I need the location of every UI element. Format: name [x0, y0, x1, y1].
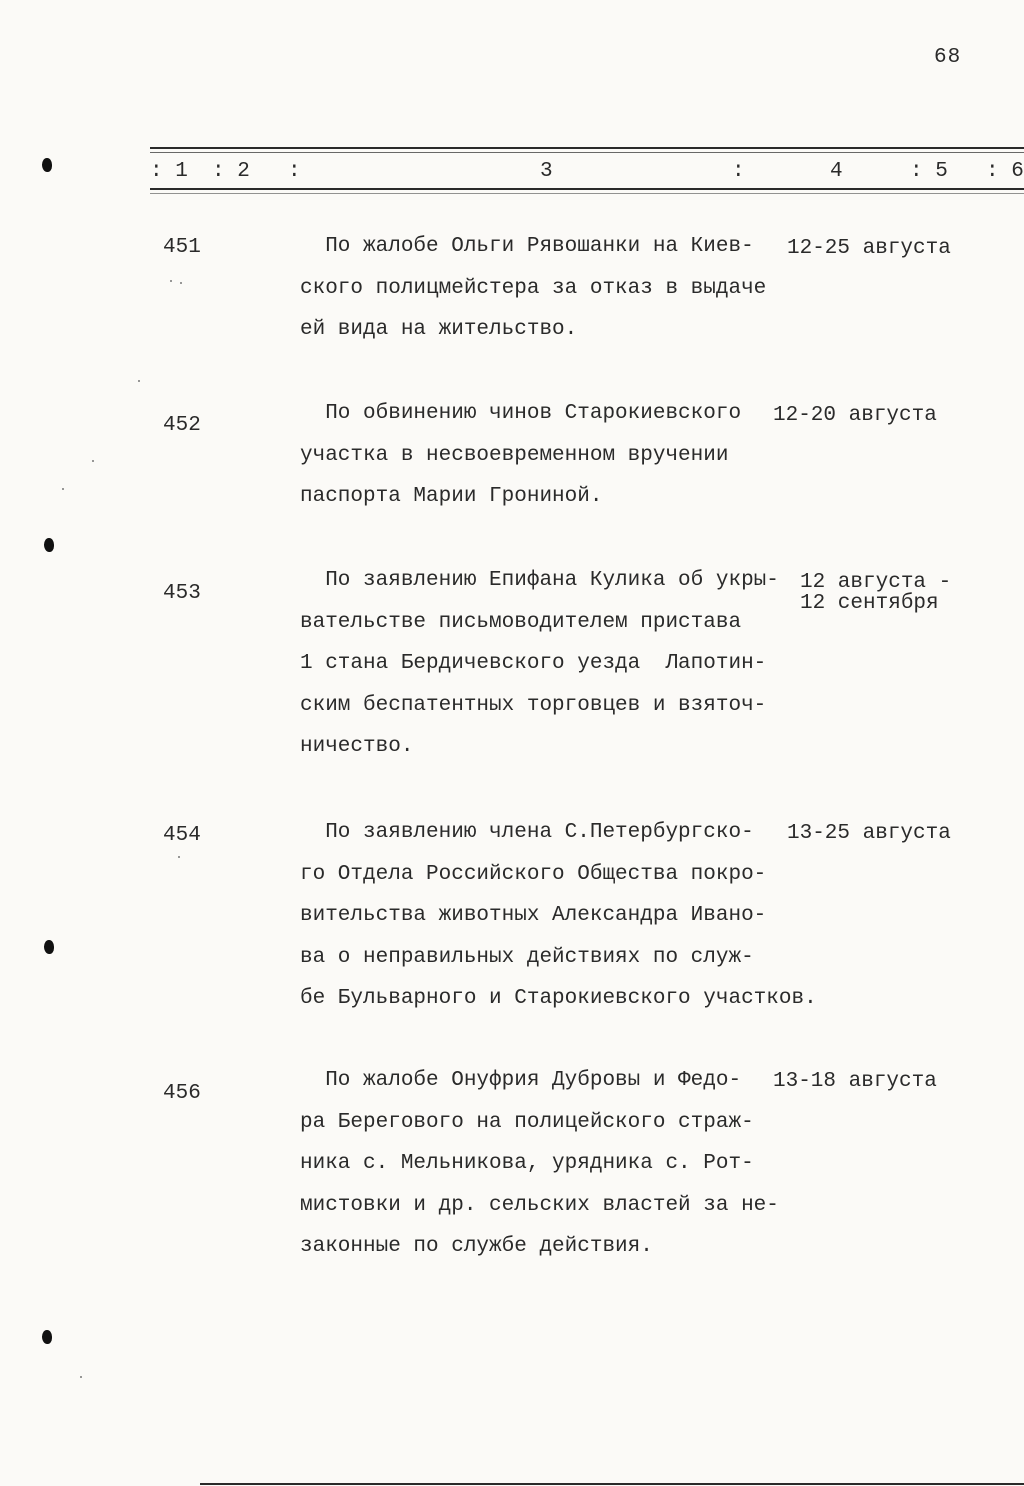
entry-date: [787, 238, 951, 259]
speck: [178, 856, 180, 858]
text-line: ра Берегового на полицейского страж-: [300, 1110, 754, 1134]
header-rule-bottom: [150, 188, 1024, 190]
column-header-6: : 6: [986, 160, 1024, 183]
date-line: 12 августа -: [800, 571, 952, 594]
header-rule-top: [150, 147, 1024, 149]
text-line: го Отдела Российского Общества покро-: [300, 862, 767, 886]
text-line: По обвинению чинов Старокиевского: [300, 402, 742, 425]
text-line: вительства животных Александра Ивано-: [300, 904, 767, 927]
text-line: По жалобе Онуфрия Дубровы и Федо-: [300, 1069, 742, 1092]
date-line: 13-18 августа: [773, 1070, 937, 1093]
text-line: По заявлению члена С.Петербургско-: [300, 821, 754, 844]
footer-rule: [200, 1483, 1024, 1485]
date-line: 12-20 августа: [773, 404, 937, 427]
column-divider: :: [288, 160, 301, 183]
text-line: паспорта Марии Грониной.: [300, 485, 603, 508]
speck: [92, 460, 94, 462]
text-line: ничество.: [300, 735, 414, 758]
date-line: 12 сентября: [800, 592, 939, 615]
entry-description: [300, 393, 800, 518]
speck: [62, 488, 64, 490]
entry-number: 454: [163, 824, 201, 847]
text-line: законные по службе действия.: [300, 1235, 653, 1258]
text-line: ского полицмейстера за отказ в выдаче: [300, 276, 767, 300]
entry-number: 451: [163, 236, 201, 259]
text-line: 1 стана Бердичевского уезда Лапотин-: [300, 652, 767, 675]
punch-hole: [44, 538, 54, 552]
speck: [80, 1376, 82, 1378]
entry-number: 456: [163, 1082, 201, 1105]
entry-date: [773, 1071, 937, 1092]
column-header-3: 3: [540, 160, 553, 183]
entry-date: [773, 405, 937, 426]
entry-date: [800, 572, 951, 614]
date-line: 12-25 августа: [787, 237, 951, 260]
entry-date: [787, 823, 951, 844]
punch-hole: [42, 1330, 52, 1344]
speck: [180, 282, 182, 284]
page-number: 68: [934, 46, 962, 69]
punch-hole: [42, 158, 52, 172]
entry-description: [300, 226, 800, 351]
text-line: ей вида на жительство.: [300, 318, 578, 341]
header-rule-bottom-thin: [150, 193, 1024, 194]
column-header-2: : 2: [212, 160, 250, 183]
entry-description: [300, 1060, 800, 1268]
text-line: По заявлению Епифана Кулика об укры-: [300, 569, 779, 592]
text-line: мистовки и др. сельских властей за не-: [300, 1193, 779, 1217]
entry-description: [300, 812, 817, 1020]
text-line: ва о неправильных действиях по служ-: [300, 945, 754, 969]
text-line: ника с. Мельникова, урядника с. Рот-: [300, 1152, 754, 1175]
text-line: ским беспатентных торговцев и взяточ-: [300, 693, 767, 717]
entry-description: [300, 560, 800, 768]
column-header-4: 4: [830, 160, 843, 183]
text-line: По жалобе Ольги Рявошанки на Киев-: [300, 235, 754, 258]
speck: [170, 280, 172, 282]
text-line: вательстве письмоводителем пристава: [300, 610, 742, 634]
speck: [138, 380, 140, 382]
column-divider: :: [732, 160, 745, 183]
entry-number: 453: [163, 582, 201, 605]
punch-hole: [44, 940, 54, 954]
header-rule-top-thin: [150, 152, 1024, 153]
entry-number: 452: [163, 414, 201, 437]
date-line: 13-25 августа: [787, 822, 951, 845]
text-line: бе Бульварного и Старокиевского участков.: [300, 987, 817, 1010]
column-header-1: : 1: [150, 160, 188, 183]
text-line: участка в несвоевременном вручении: [300, 443, 729, 467]
column-header-5: : 5: [910, 160, 948, 183]
